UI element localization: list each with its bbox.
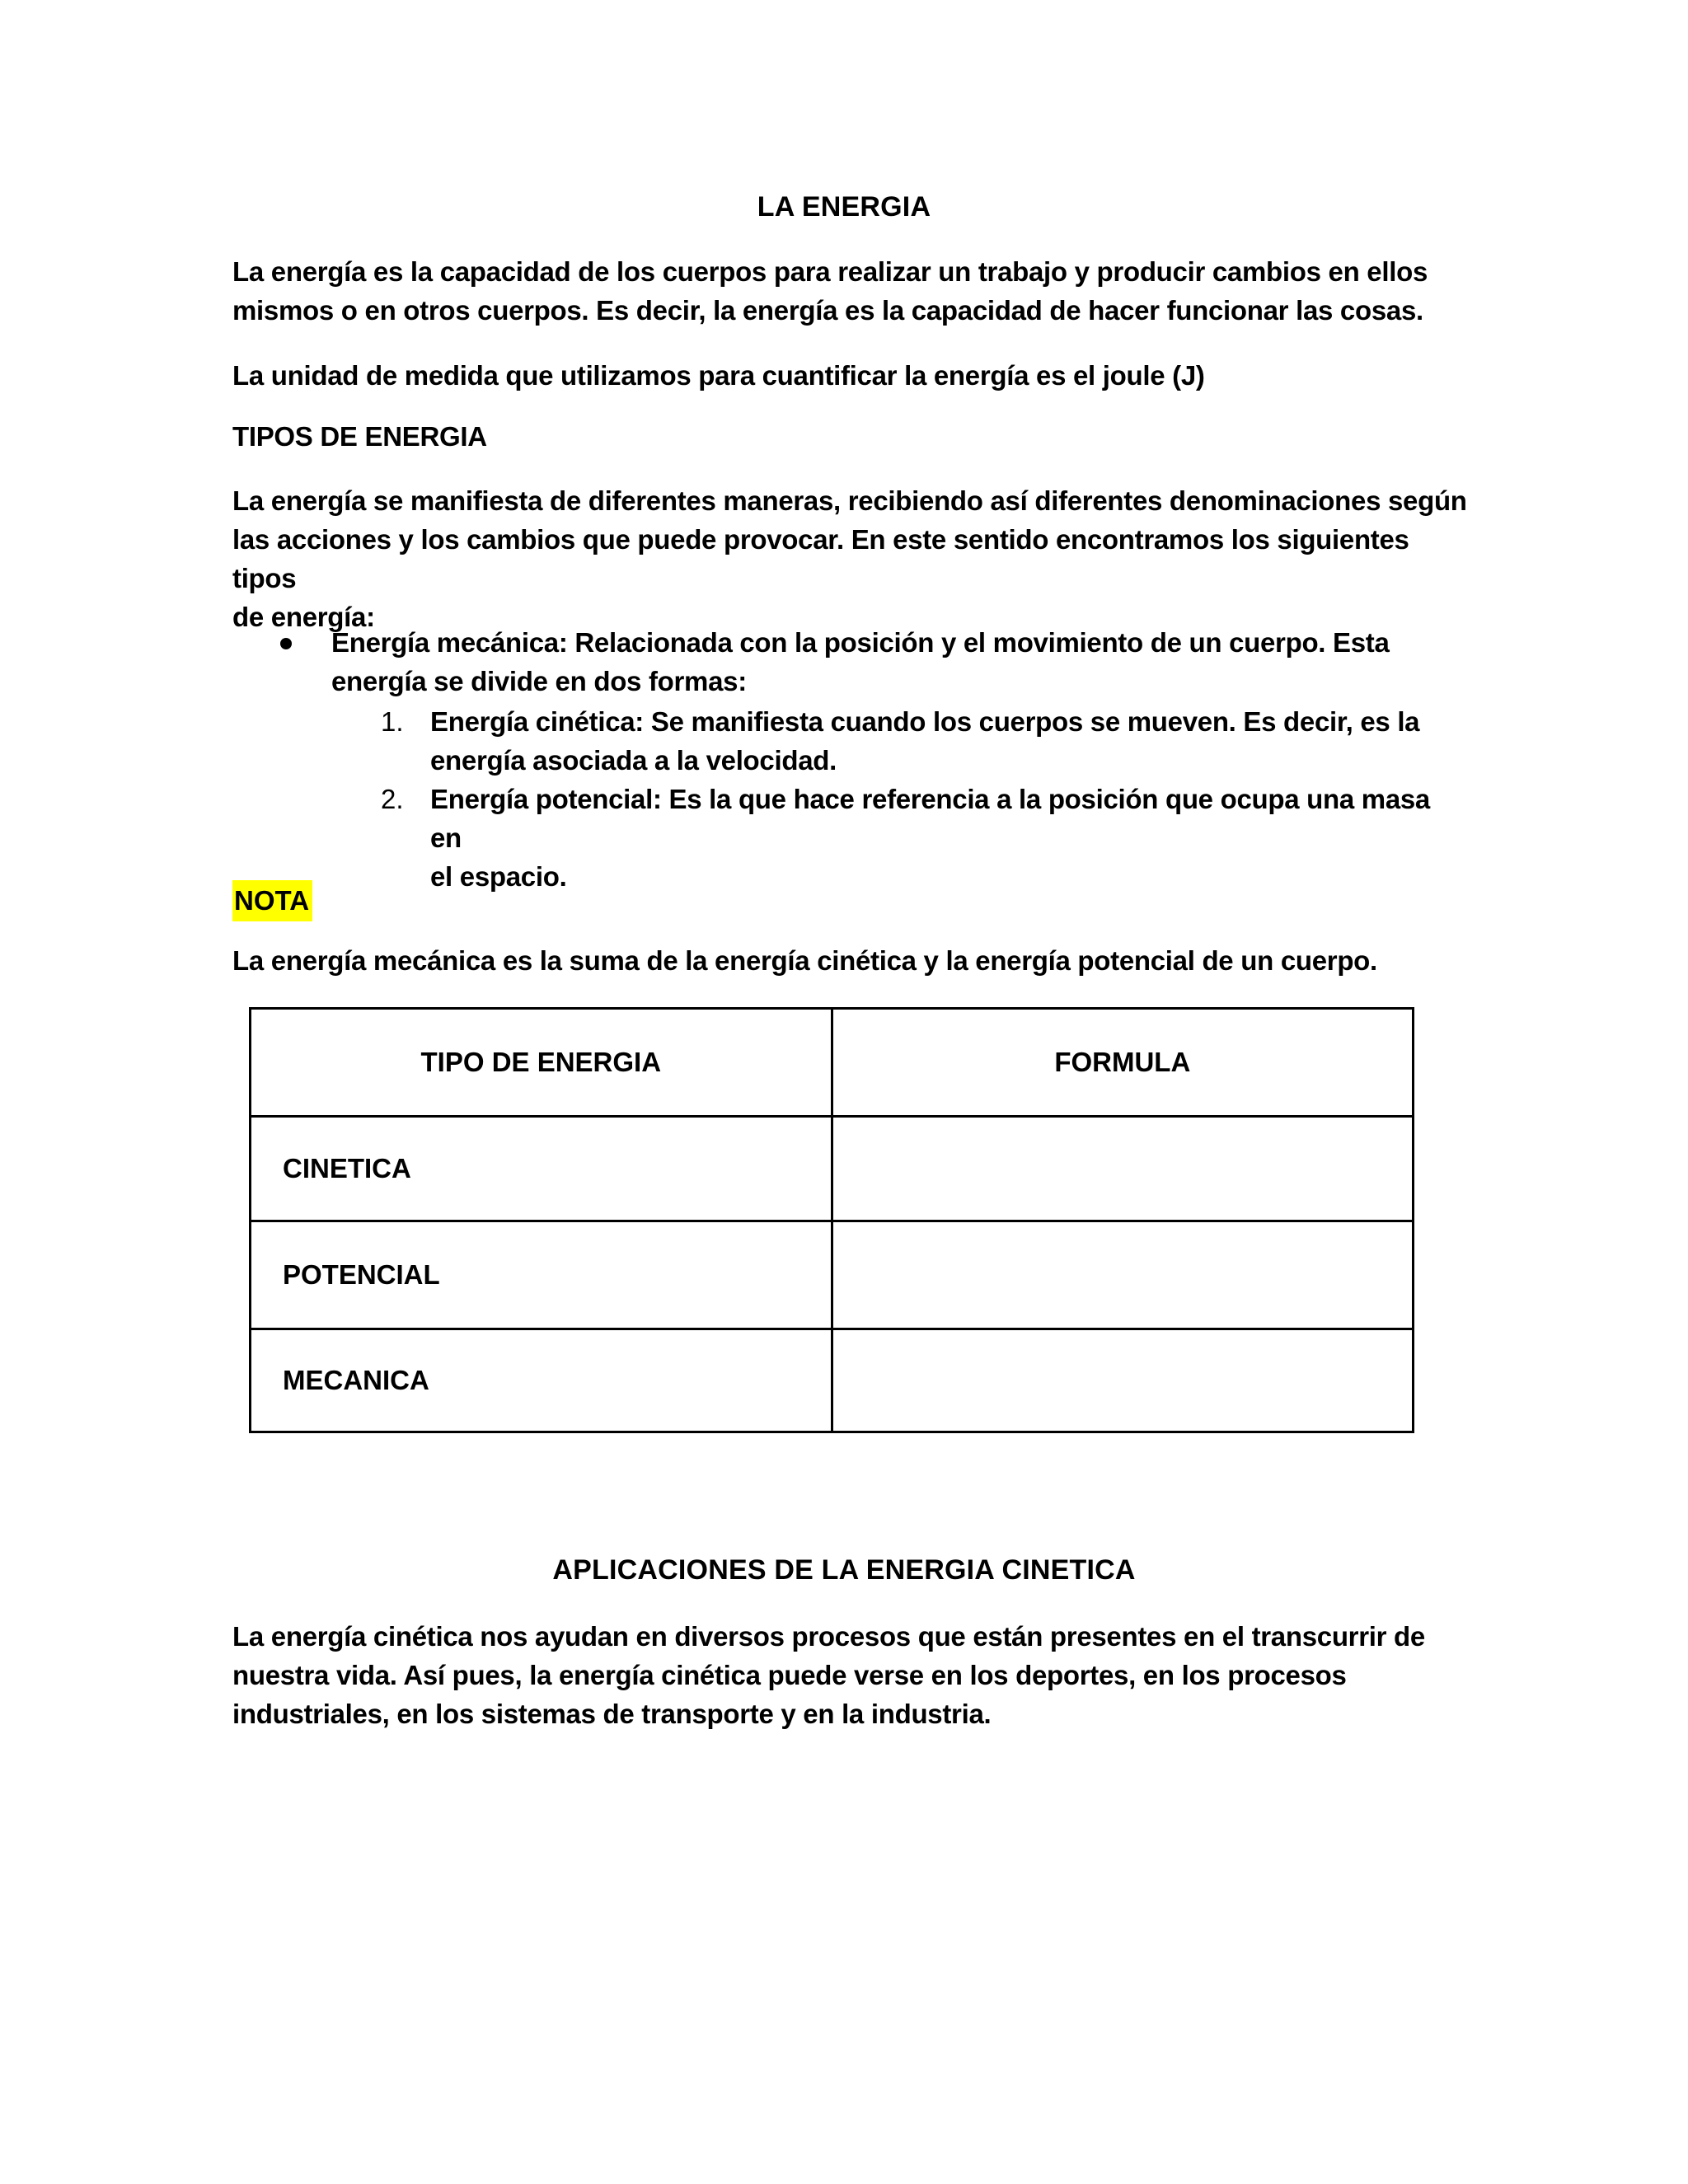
table-row — [251, 1221, 1414, 1329]
types-heading: TIPOS DE ENERGIA — [232, 421, 487, 452]
applications-heading: APLICACIONES DE LA ENERGIA CINETICA — [552, 1554, 1136, 1586]
kinetic-line-1: Energía cinética: Se manifiesta cuando los cuerpos se mueven. Es decir, es la — [430, 706, 1420, 737]
table-row — [251, 1329, 1414, 1432]
table-cell-type: MECANICA — [251, 1329, 832, 1432]
applications-line-1: La energía cinética nos ayudan en diversos procesos que están presentes en el transcurrir de — [232, 1621, 1425, 1652]
potential-line-1: Energía potencial: Es la que hace referencia a la posición que ocupa una masa en — [430, 784, 1430, 853]
types-intro-line-1: La energía se manifiesta de diferentes maneras, recibiendo así diferentes denominaciones según — [232, 485, 1467, 516]
applications-line-2: nuestra vida. Así pues, la energía cinética puede verse en los deportes, en los procesos — [232, 1660, 1347, 1690]
potential-line-2: el espacio. — [430, 861, 567, 892]
intro-line-1: La energía es la capacidad de los cuerpos para realizar un trabajo y producir cambios en ellos — [232, 256, 1428, 287]
applications-line-3: industriales, en los sistemas de transporte y en la industria. — [232, 1699, 992, 1729]
bullet-line-2: energía se divide en dos formas: — [331, 666, 747, 696]
table-cell-type: POTENCIAL — [251, 1221, 832, 1329]
numbered-item-1-number: 1. — [381, 706, 404, 737]
numbered-item-kinetic — [430, 702, 1461, 780]
table-header-row — [251, 1009, 1414, 1117]
table-header-formula: FORMULA — [832, 1009, 1413, 1117]
intro-line-2: mismos o en otros cuerpos. Es decir, la energía es la capacidad de hacer funcionar las cosas. — [232, 295, 1423, 326]
table-header-type: TIPO DE ENERGIA — [251, 1009, 832, 1117]
nota-paragraph: La energía mecánica es la suma de la energía cinética y la energía potencial de un cuerpo. — [232, 945, 1377, 976]
document-title: LA ENERGIA — [757, 191, 931, 223]
table-row — [251, 1117, 1414, 1221]
numbered-item-potential — [430, 780, 1461, 896]
bullet-line-1: Energía mecánica: Relacionada con la posición y el movimiento de un cuerpo. Esta — [331, 627, 1390, 658]
bullet-mechanical-energy — [331, 623, 1452, 701]
intro-paragraph — [232, 252, 1469, 330]
unit-paragraph: La unidad de medida que utilizamos para cuantificar la energía es el joule (J) — [232, 360, 1205, 391]
bullet-icon — [280, 638, 292, 649]
table-cell-type: CINETICA — [251, 1117, 832, 1221]
types-intro-line-3: de energía: — [232, 602, 375, 632]
types-intro-paragraph — [232, 481, 1469, 636]
table-cell-formula — [832, 1221, 1413, 1329]
numbered-item-2-number: 2. — [381, 784, 404, 814]
table-cell-formula — [832, 1117, 1413, 1221]
energy-formula-table — [249, 1007, 1414, 1433]
types-intro-line-2: las acciones y los cambios que puede provocar. En este sentido encontramos los siguientes tipos — [232, 524, 1409, 593]
nota-highlight-label: NOTA — [232, 880, 312, 921]
applications-paragraph — [232, 1617, 1469, 1733]
kinetic-line-2: energía asociada a la velocidad. — [430, 745, 837, 776]
table-cell-formula — [832, 1329, 1413, 1432]
